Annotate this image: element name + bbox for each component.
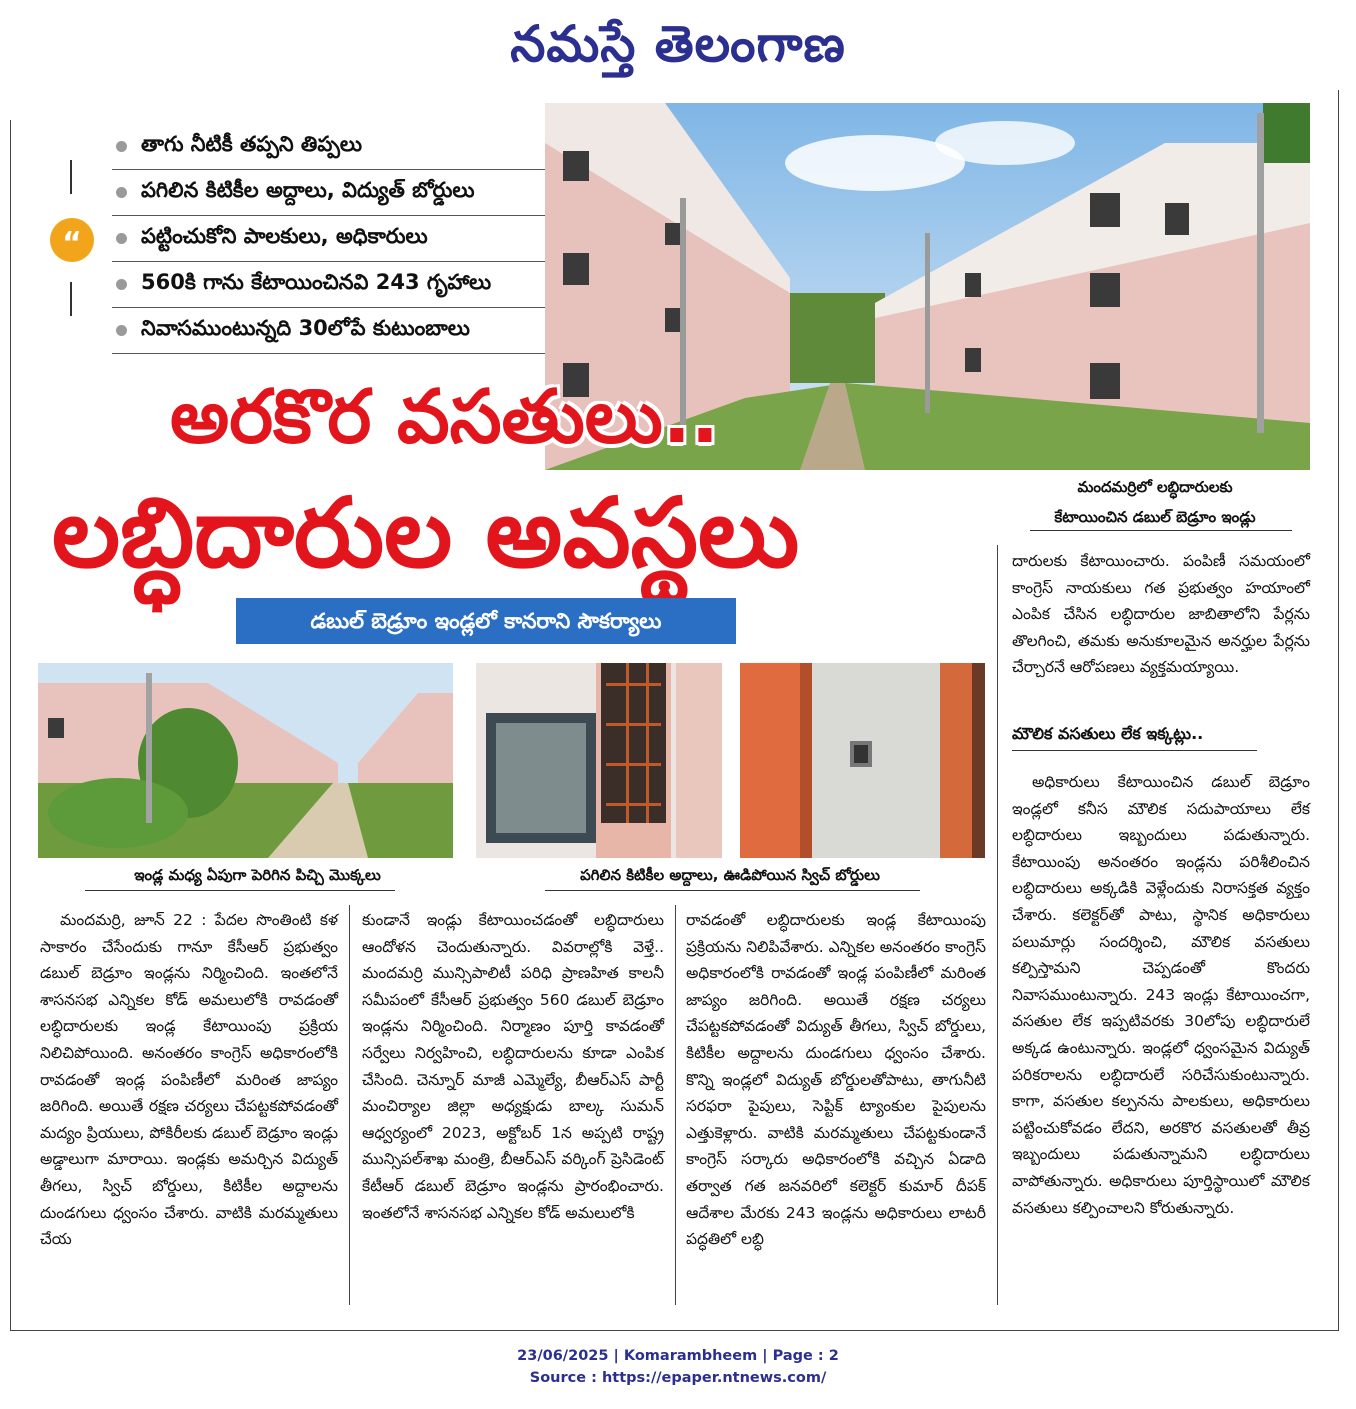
caption-rule (85, 890, 395, 891)
quote-icon: “ (50, 218, 94, 262)
bullet-dot-icon (116, 325, 127, 336)
main-photo-caption-line1: మందమర్రిలో లబ్ధిదారులకు (1077, 478, 1233, 496)
headline-line1: అరకొర వసతులు.. (170, 374, 719, 460)
main-photo-caption-line2: కేటాయించిన డబుల్ బెడ్రూం ఇండ్లు (1054, 508, 1256, 526)
list-item: పగిలిన కిటికీల అద్దాలు, విద్యుత్ బోర్డులు (112, 170, 552, 216)
highlights-list (112, 124, 552, 354)
article-paragraph: రావడంతో లబ్ధిదారులకు ఇండ్ల కేటాయింపు ప్రక్రియను నిలిపివేశారు. ఎన్నికల అనంతరం కాంగ్రెస్ అధికారంలోకి రావడంతో ఇండ్ల పంపిణీలో మరింత జాప్యం జరిగింది. అయితే రక్షణ చర్యలు చేపట్టకపోవడంతో విద్యుత్ తీగలు, స్విచ్ బోర్డులు, కిటికీల అద్దాలను దుండగులు ధ్వంసం చేశారు. కొన్ని ఇండ్లలో విద్యుత్ బోర్డులతోపాటు, తాగునీటి సరఫరా పైపులు, సెప్టిక్ ట్యాంకుల పైపులను ఎత్తుకెళ్లారు. వాటికి మరమ్మతులు చేపట్టకుండానే కాంగ్రెస్ సర్కారు అధికారంలోకి వచ్చిన ఏడాది తర్వాత గత జనవరిలో కలెక్టర్ కుమార్ దీపక్ ఆదేశాల మేరకు 243 ఇండ్లను అధికారులు లాటరీ పద్ధతిలో లబ్ధి (686, 911, 986, 1249)
bullet-dot-icon (116, 233, 127, 244)
caption-rule (1030, 530, 1292, 531)
list-item: పట్టించుకోని పాలకులు, అధికారులు (112, 216, 552, 262)
switchboard-illustration (740, 663, 985, 858)
column-rule (997, 545, 998, 1305)
article-column-3 (686, 907, 986, 1253)
article-column-4-top (1012, 548, 1310, 681)
footer-date-edition: 23/06/2025 | Komarambheem | Page : 2 (517, 1348, 839, 1364)
article-paragraph: మందమర్రి, జూన్ 22 : పేదల సొంతింటి కళ సాకారం చేసేందుకు గానూ కేసీఆర్ ప్రభుత్వం డబుల్ బెడ్రూం ఇండ్లను నిర్మించింది. ఇంతలోనే శాసనసభ ఎన్నికల కోడ్ అమలులోకి రావడంతో లబ్ధిదారులకు ఇండ్ల కేటాయింపు ప్రక్రియ నిలిచిపోయింది. అనంతరం కాంగ్రెస్ అధికారంలోకి రావడంతో ఇండ్ల పంపిణీలో మరింత జాప్యం జరిగింది. అయితే రక్షణ చర్యలు చేపట్టకపోవడంతో మద్యం ప్రియులు, పోకిరీలకు డబుల్ బెడ్రూం ఇండ్లు అడ్డాలుగా మారాయి. ఇండ్లకు అమర్చిన విద్యుత్ తీగలు, స్విచ్ బోర్డులు, కిటికీల అద్దాలను దుండగులు ధ్వంసం చేశారు. వాటికి మరమ్మతులు చేయ (40, 911, 338, 1249)
bullet-dot-icon (116, 141, 127, 152)
frame-bottom (10, 1330, 1339, 1331)
masthead-title: నమస్తే తెలంగాణ (510, 14, 846, 73)
window-illustration (476, 663, 722, 858)
frame-right (1338, 90, 1339, 1330)
section-subheading: మౌలిక వసతులు లేక ఇక్కట్లు.. (1012, 724, 1204, 743)
photo-switch-board (740, 663, 985, 858)
weeds-photo-caption: ఇండ్ల మధ్య ఏపుగా పెరిగిన పిచ్చి మొక్కలు (134, 866, 381, 884)
weeds-illustration (38, 663, 453, 858)
article-paragraph: అధికారులు కేటాయించిన డబుల్ బెడ్రూం ఇండ్లలో కనీస మౌలిక సదుపాయాలు లేక లబ్ధిదారులు ఇబ్బందులు పడుతున్నారు. కేటాయింపు అనంతరం ఇండ్లను పరిశీలించిన లబ్ధిదారులు అక్కడికి వెళ్లేందుకు నిరాసక్తత వ్యక్తం చేశారు. కలెక్టర్‌తో పాటు, స్థానిక అధికారులు పలుమార్లు సందర్శించి, మౌలిక వసతులు కల్పిస్తామని చెప్పడంతో కొందరు నివాసముంటున్నారు. 243 ఇండ్లు కేటాయించగా, వసతుల లేక ఇప్పటివరకు 30లోపు లబ్ధిదారులే అక్కడ ఉంటున్నారు. ఇండ్లలో ధ్వంసమైన విద్యుత్ పరికరాలను లబ్ధిదారులే సరిచేసుకుంటున్నారు. కాగా, వసతుల కల్పనను పాలకులు, అధికారులు పట్టించుకోవడం లేదని, అరకొర వసతులతో తీవ్ర ఇబ్బందులు పడుతున్నామని లబ్ధిదారులు వాపోతున్నారు. అధికారులు పూర్తిస్థాయిలో మౌలిక వసతులు కల్పించాలని కోరుతున్నారు. (1012, 773, 1310, 1217)
photo-broken-window (476, 663, 722, 858)
footer-source-link[interactable]: Source : https://epaper.ntnews.com/ (529, 1370, 827, 1386)
article-column-4-bottom (1012, 769, 1310, 1221)
frame-left (10, 120, 11, 1330)
photo-weeds (38, 663, 453, 858)
headline-line2: లబ్ధిదారుల అవస్థలు (52, 477, 800, 589)
list-item: నివాసముంటున్నది 30లోపే కుటుంబాలు (112, 308, 552, 354)
column-rule (349, 905, 350, 1305)
tick-top (70, 160, 72, 194)
tick-bottom (70, 282, 72, 316)
bullet-dot-icon (116, 187, 127, 198)
article-paragraph: కుండానే ఇండ్లు కేటాయించడంతో లబ్ధిదారులు ఆందోళన చెందుతున్నారు. వివరాల్లోకి వెళ్తే.. మందమర్రి మున్సిపాలిటీ పరిధి ప్రాణహిత కాలనీ సమీపంలో కేసీఆర్ ప్రభుత్వం 560 డబుల్ బెడ్రూం ఇండ్లను నిర్మించింది. నిర్మాణం పూర్తి కావడంతో సర్వేలు నిర్వహించి, లబ్ధిదారులను కూడా ఎంపిక చేసింది. చెన్నూర్ మాజీ ఎమ్మెల్యే, బీఆర్ఎస్ పార్టీ మంచిర్యాల జిల్లా అధ్యక్షుడు బాల్క సుమన్ ఆధ్వర్యంలో 2023, అక్టోబర్ 1న అప్పటి రాష్ట్ర మున్సిపల్‌శాఖ మంత్రి, బీఆర్ఎస్ వర్కింగ్ ప్రెసిడెంట్ కేటీఆర్ డబుల్ బెడ్రూం ఇండ్లను ప్రారంభించారు. ఇంతలోనే శాసనసభ ఎన్నికల కోడ్ అమలులోకి (362, 911, 664, 1222)
article-column-2 (362, 907, 664, 1226)
caption-rule (545, 890, 920, 891)
subheadline-banner: డబుల్ బెడ్రూం ఇండ్లలో కానరాని సౌకర్యాలు (236, 598, 736, 644)
broken-photo-caption: పగిలిన కిటికీల అద్దాలు, ఊడిపోయిన స్విచ్ బోర్డులు (580, 866, 880, 884)
column-rule (675, 905, 676, 1305)
article-column-1 (40, 907, 338, 1253)
list-item: 560కి గాను కేటాయించినవి 243 గృహాలు (112, 262, 552, 308)
list-item: తాగు నీటికీ తప్పని తిప్పలు (112, 124, 552, 170)
bullet-dot-icon (116, 279, 127, 290)
article-paragraph: దారులకు కేటాయించారు. పంపిణీ సమయంలో కాంగ్రెస్ నాయకులు గత ప్రభుత్వం హయాంలో ఎంపిక చేసిన లబ్ధిదారుల జాబితాలోని పేర్లను తొలగించి, తమకు అనుకూలమైన అనర్హుల పేర్లను చేర్చారనే ఆరోపణలు వ్యక్తమయ్యాయి. (1012, 552, 1310, 677)
subheading-rule (1012, 750, 1257, 751)
